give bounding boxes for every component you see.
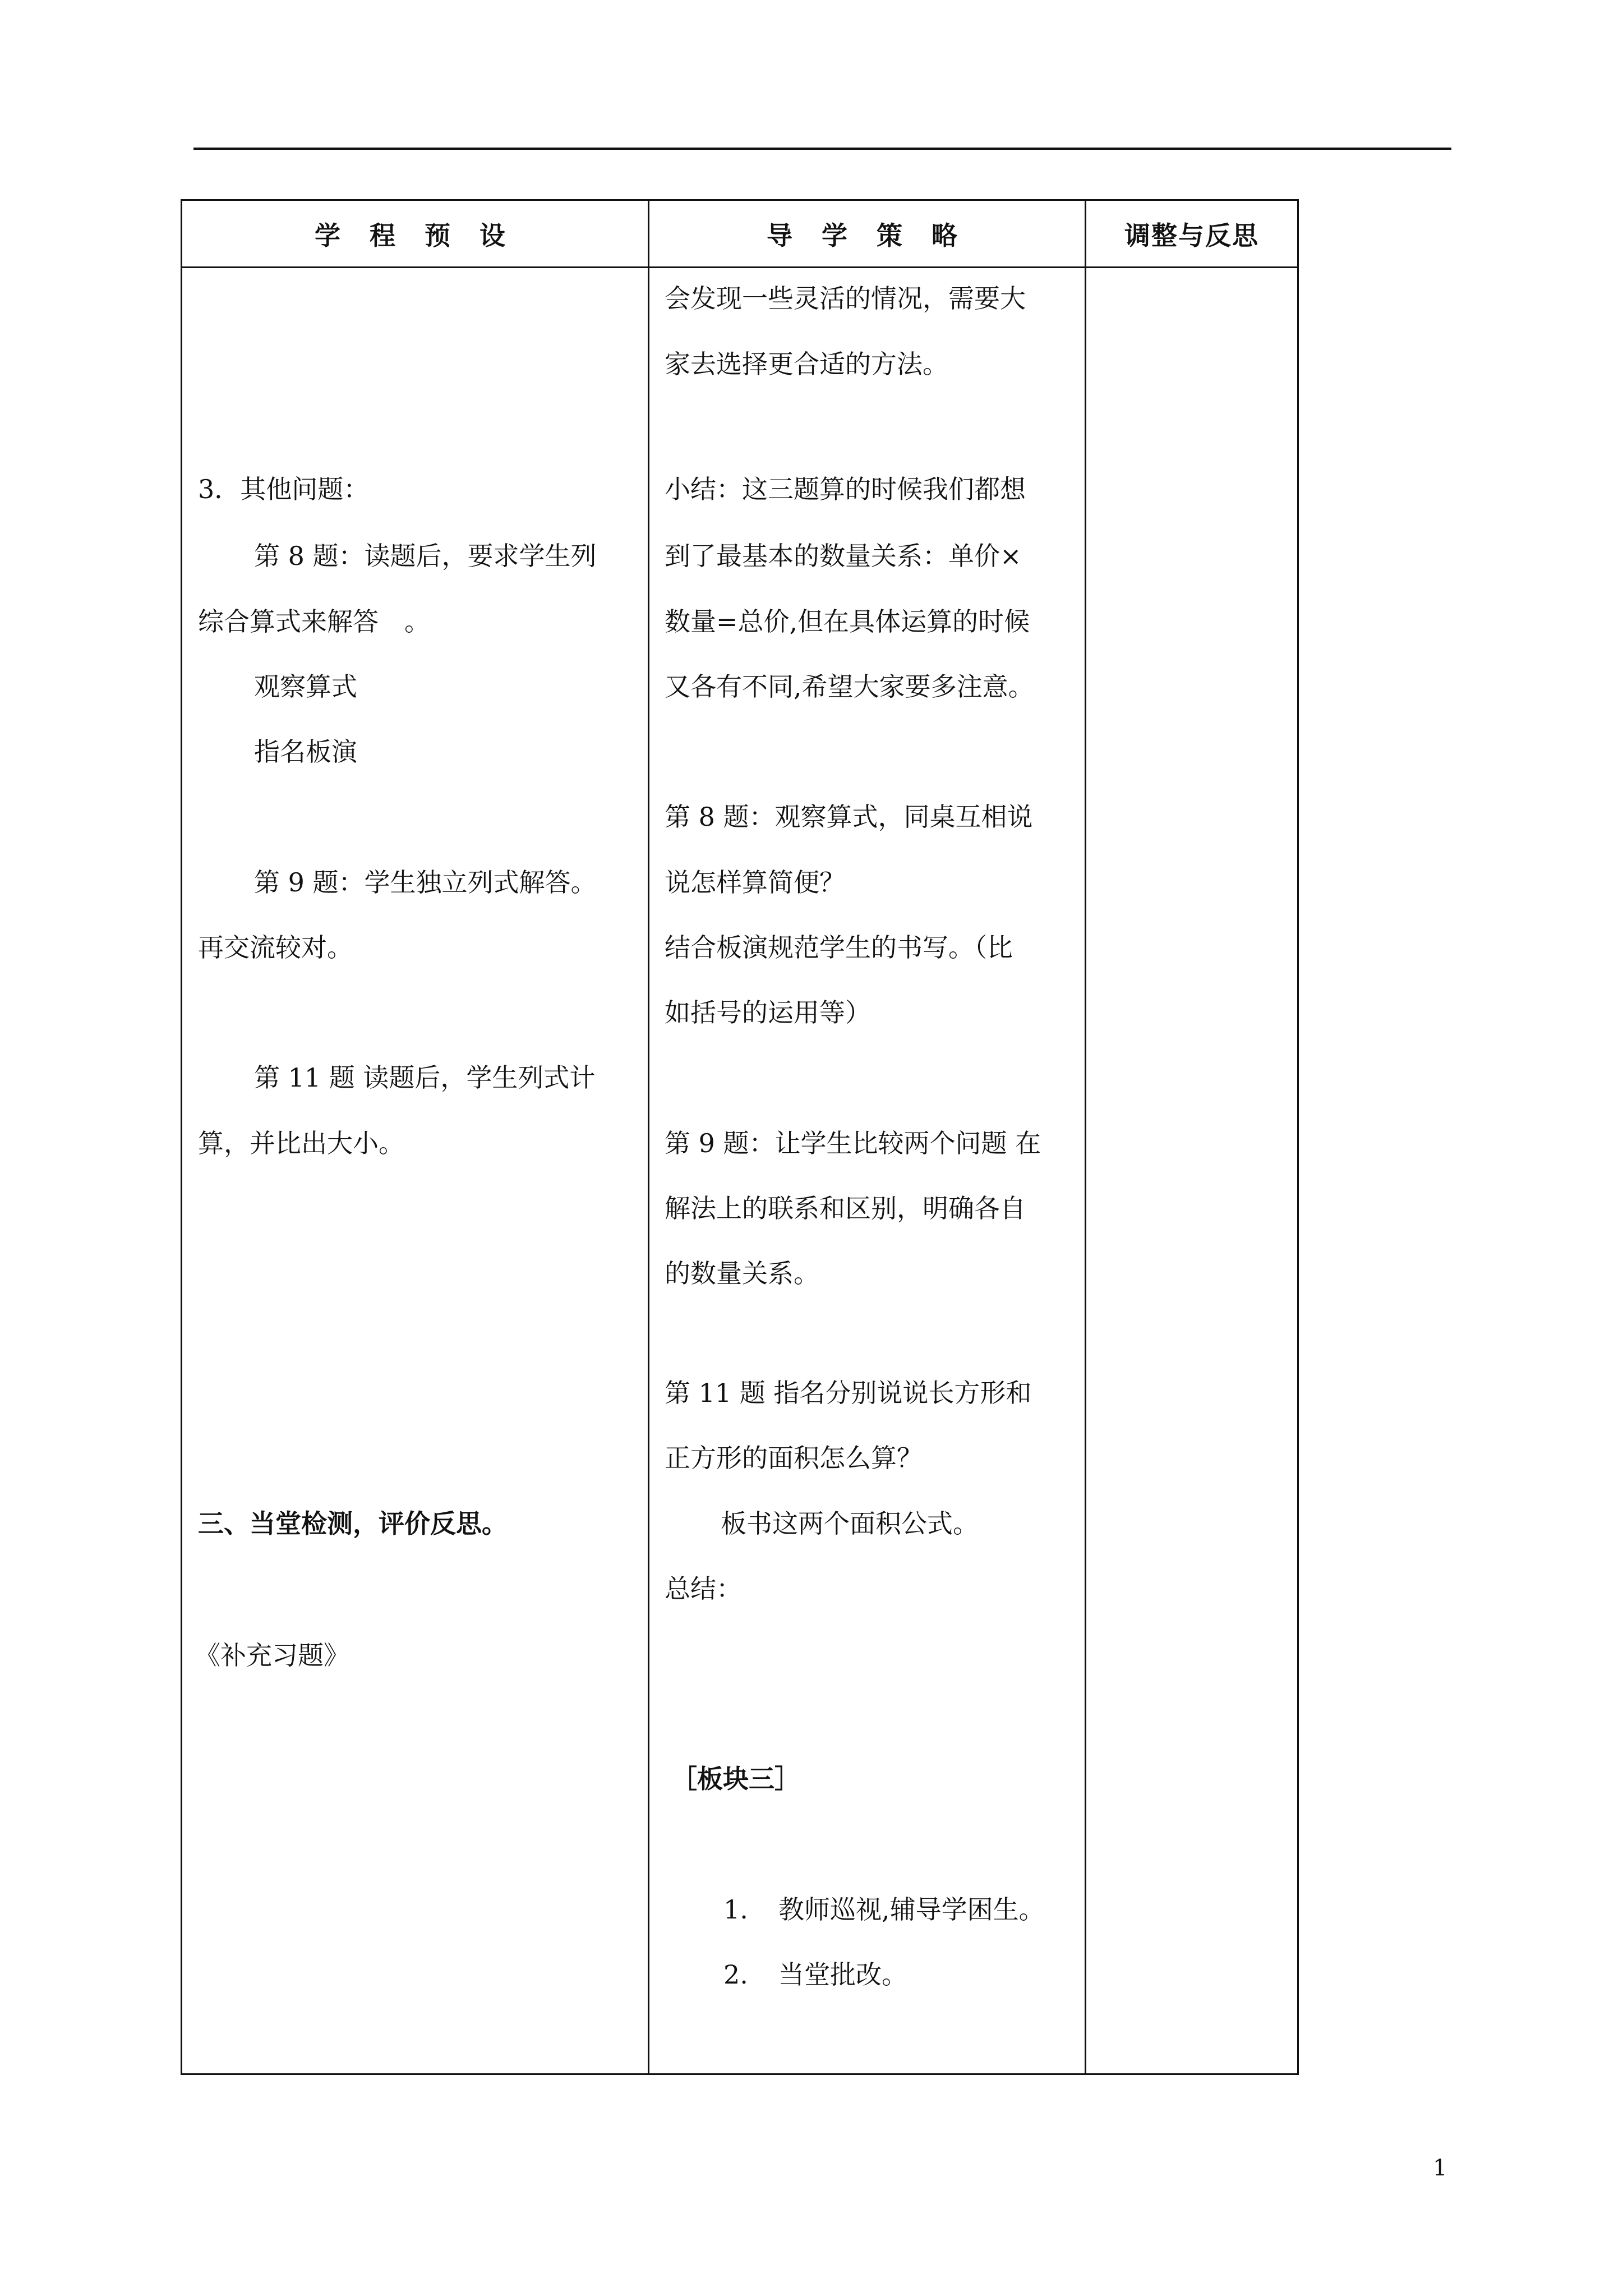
mid-summary-label: 总结： [665,1573,742,1604]
mid-q11-line3: 板书这两个面积公式。 [721,1508,979,1539]
mid-q9-line2: 解法上的联系和区别，明确各自 [665,1193,1026,1223]
lesson-table [181,199,1299,2075]
mid-item-1-number: 1. [723,1894,748,1925]
mid-q11-line1: 第 11 题 指名分别说说长方形和 [665,1378,1032,1408]
mid-q8-line1: 第 8 题：观察算式，同桌互相说 [665,802,1033,832]
mid-summary-3: 数量=总价,但在具体运算的时候 [665,606,1030,637]
header-guidance-strategy: 导 学 策 略 [766,220,968,251]
mid-summary-4: 又各有不同,希望大家要多注意。 [665,671,1034,702]
mid-q8-line3: 结合板演规范学生的书写。（比 [665,932,1013,963]
left-q11-line2: 算，并比出大小。 [198,1128,404,1158]
mid-q9-line1: 第 9 题：让学生比较两个问题 在 [665,1128,1041,1158]
left-observe: 观察算式 [254,671,357,702]
left-section-3: 3．其他问题： [198,474,370,504]
mid-q9-line3: 的数量关系。 [665,1258,819,1289]
header-divider [182,266,1297,268]
column-divider-1 [648,201,649,2073]
mid-summary-2: 到了最基本的数量关系：单价× [665,541,1022,571]
left-q9-line1: 第 9 题：学生独立列式解答。 [254,867,597,898]
column-divider-2 [1085,201,1086,2073]
mid-q8-line2: 说怎样算简便？ [665,867,845,898]
left-q9-line2: 再交流较对。 [198,932,353,963]
page-number: 1 [1433,2155,1447,2181]
left-part-3-heading: 三、当堂检测，评价反思。 [198,1508,508,1539]
mid-item-2: 当堂批改。 [778,1959,907,1990]
mid-q11-line2: 正方形的面积怎么算？ [665,1443,923,1473]
mid-summary-1: 小结：这三题算的时候我们都想 [665,474,1026,504]
left-q8-line2: 综合算式来解答 。 [198,606,430,637]
header-rule [193,148,1451,150]
header-study-plan: 学 程 预 设 [314,220,516,251]
left-q8-line1: 第 8 题：读题后，要求学生列 [254,541,597,571]
left-q11-line1: 第 11 题 读题后，学生列式计 [254,1062,596,1093]
left-board: 指名板演 [254,737,357,767]
mid-line-2: 家去选择更合适的方法。 [665,349,948,379]
header-adjust-reflect: 调整与反思 [1124,220,1259,251]
mid-item-1: 教师巡视,辅导学困生。 [778,1894,1045,1925]
mid-item-2-number: 2. [723,1959,748,1990]
mid-block-3: ［板块三］ [671,1764,800,1794]
left-extra-exercises: 《补充习题》 [195,1640,349,1671]
mid-q8-line4: 如括号的运用等） [665,997,871,1028]
mid-line-1: 会发现一些灵活的情况，需要大 [665,283,1026,314]
